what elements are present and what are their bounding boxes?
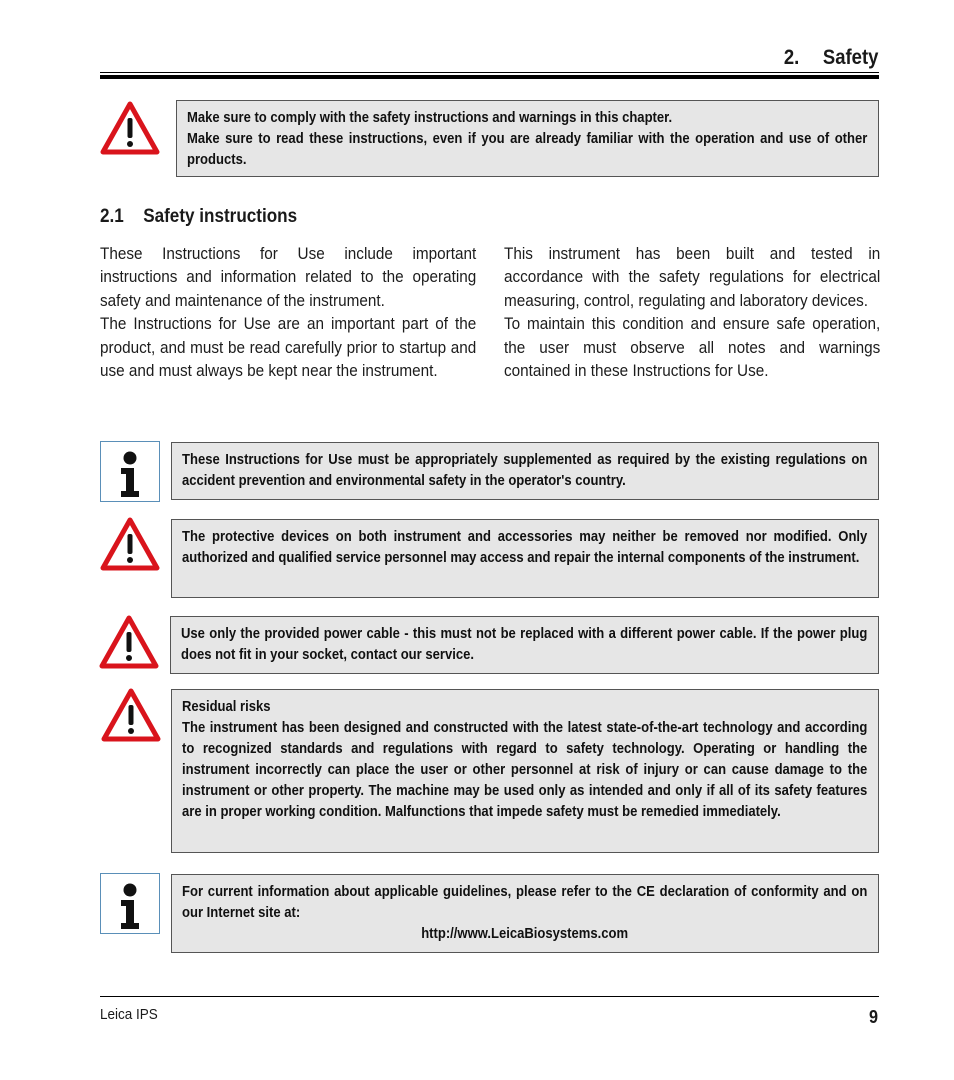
page-number: 9 [868,1007,878,1027]
body-right-column [504,242,880,382]
warning-triangle-icon [100,101,160,155]
body-right-paragraph-2: To maintain this condition and ensure safe operation, the user must observe all notes and warnings contained in these Instructions for Use. [504,314,881,381]
note-ce-declaration [171,874,879,953]
info-icon [100,873,160,934]
header-rule-thin [100,72,879,73]
section-heading [100,206,297,228]
body-left-paragraph-2: The Instructions for Use are an important part of the product, and must be read carefully prior to startup and use and must always be kept near the instrument. [100,314,477,381]
warning-triangle-icon [101,688,161,742]
note-power-cable [170,616,879,674]
body-left-column [100,242,476,382]
footer-product-name: Leica IPS [100,1006,158,1023]
note-residual-text: The instrument has been designed and constructed with the latest state-of-the-art technology and according to recognized standards and regulations with regard to safety technology. Operating or handling the instrument incorrectly can place the user or other personnel at risk of injury or can cause damage to the instrument or other property. The machine may be used only as intended and only if all of its safety features are in proper working condition. Malfunctions that impede safety must be remedied immediately. [182,720,868,820]
note-residual-risks [171,689,879,853]
intro-note-line2: Make sure to read these instructions, even if you are already familiar with the operation and use of other products. [187,131,868,168]
section-number: 2.1 [100,206,124,227]
intro-note-line1: Make sure to comply with the safety instructions and warnings in this chapter. [187,110,673,126]
header-rule-thick [100,75,879,79]
chapter-title: 2. Safety [783,46,878,69]
note-residual-title: Residual risks [182,699,271,715]
warning-triangle-icon [100,517,160,571]
intro-note [176,100,879,177]
note-regulations [171,442,879,500]
footer-rule [100,996,879,997]
note-protective-text: The protective devices on both instrument and accessories may neither be removed nor modified. Only authorized and qualified service personnel may access and repair the internal components of the instrument. [182,529,868,566]
info-icon [100,441,160,502]
body-left-paragraph-1: These Instructions for Use include important instructions and information related to the operating safety and maintenance of the instrument. [100,244,477,310]
section-title: Safety instructions [143,206,298,227]
ce-website-link[interactable]: http://www.LeicaBiosystems.com [421,926,629,942]
note-power-cable-text: Use only the provided power cable - this must not be replaced with a different power cable. If the power plug does not fit in your socket, contact our service. [181,626,868,663]
body-right-paragraph-1: This instrument has been built and tested in accordance with the safety regulations for electrical measuring, control, regulating and laboratory devices. [504,244,881,310]
warning-triangle-icon [99,615,159,669]
note-ce-text: For current information about applicable guidelines, please refer to the CE declaration of conformity and on our Internet site at: [182,884,868,921]
note-regulations-text: These Instructions for Use must be appropriately supplemented as required by the existing regulations on accident prevention and environmental safety in the operator's country. [182,452,868,489]
note-protective-devices [171,519,879,598]
